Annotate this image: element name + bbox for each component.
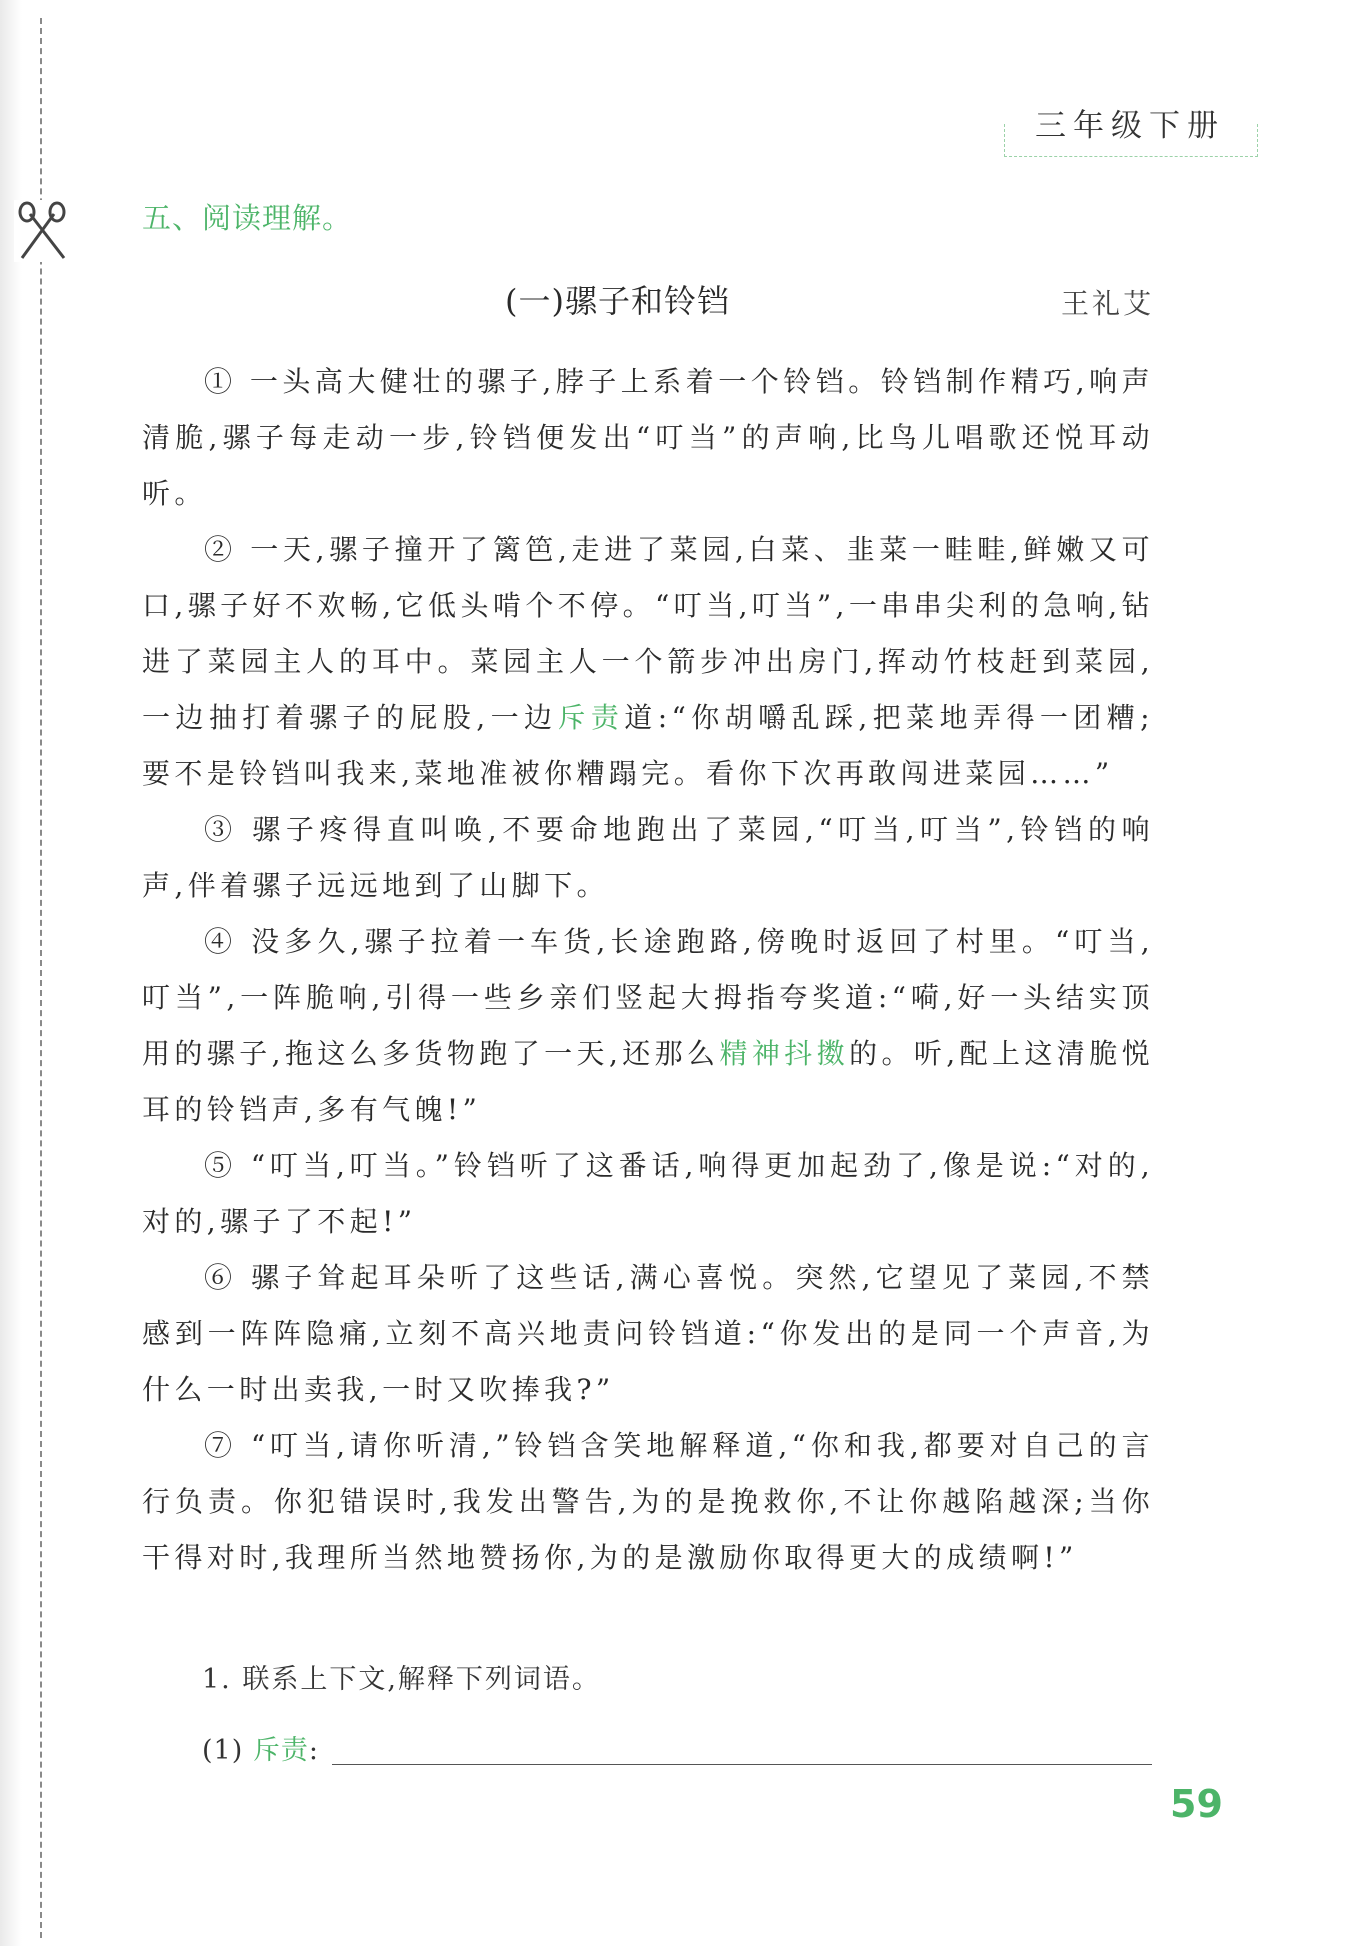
article-title: (一)骡子和铃铛 — [505, 282, 730, 320]
answer-line[interactable] — [332, 1764, 1152, 1765]
paragraph-text: ① 一头高大健壮的骡子,脖子上系着一个铃铛。铃铛制作精巧,响声清脆,骡子每走动一步,铃铛便发出“叮当”的声响,比鸟儿唱歌还悦耳动听。 — [142, 365, 1154, 510]
article-paragraph-3 — [142, 802, 1154, 914]
question-1-1 — [202, 1728, 319, 1767]
question-1-1-colon: : — [308, 1735, 319, 1766]
paragraph-text: ③ 骡子疼得直叫唤,不要命地跑出了菜园,“叮当,叮当”,铃铛的响声,伴着骡子远远地到了山脚下。 — [142, 813, 1154, 902]
paragraph-text: ⑥ 骡子耸起耳朵听了这些话,满心喜悦。突然,它望见了菜园,不禁感到一阵阵隐痛,立刻不高兴地责问铃铛道:“你发出的是同一个声音,为什么一时出卖我,一时又吹捧我?” — [142, 1261, 1154, 1406]
cut-line — [40, 18, 42, 1938]
article-paragraph-5 — [142, 1138, 1154, 1250]
paragraph-text: 道:“你胡嚼乱踩,把菜地弄得一团糟;要不是铃铛叫我来,菜地准被你糟蹋完。看你下次再敢闯进菜园……” — [142, 701, 1154, 790]
article-body — [142, 354, 1154, 1586]
question-1-1-number: (1) — [202, 1735, 244, 1766]
paragraph-text: ② 一天,骡子撞开了篱笆,走进了菜园,白菜、韭菜一畦畦,鲜嫩又可口,骡子好不欢畅,它低头啃个不停。“叮当,叮当”,一串串尖利的急响,钻进了菜园主人的耳中。菜园主人一个箭步冲出房门,挥动竹枝赶到菜园,一边抽打着骡子的屁股,一边 — [142, 533, 1154, 734]
article-paragraph-2 — [142, 522, 1154, 802]
page-number: 59 — [1170, 1782, 1223, 1826]
article-paragraph-4 — [142, 914, 1154, 1138]
scissors-icon — [14, 200, 70, 262]
page-edge-shadow — [0, 0, 22, 1946]
paragraph-text: 的。听,配上这清脆悦耳的铃铛声,多有气魄!” — [142, 1037, 1155, 1126]
highlighted-term: 斥责 — [557, 701, 625, 734]
article-paragraph-7 — [142, 1418, 1154, 1586]
question-1-1-word: 斥责 — [252, 1735, 309, 1766]
section-heading: 五、阅读理解。 — [142, 201, 353, 235]
article-author: 王礼艾 — [1060, 287, 1154, 320]
grade-label-frame — [1004, 124, 1258, 157]
question-1: 1. 联系上下文,解释下列词语。 — [202, 1664, 601, 1695]
paragraph-text: ⑤ “叮当,叮当。”铃铛听了这番话,响得更加起劲了,像是说:“对的,对的,骡子了不起!” — [142, 1149, 1154, 1238]
paragraph-text: ⑦ “叮当,请你听清,”铃铛含笑地解释道,“你和我,都要对自己的言行负责。你犯错误时,我发出警告,为的是挽救你,不让你越陷越深;当你干得对时,我理所当然地赞扬你,为的是激励你取得更大的成绩啊!” — [142, 1429, 1154, 1574]
article-paragraph-1 — [142, 354, 1154, 522]
article-paragraph-6 — [142, 1250, 1154, 1418]
grade-label: 三年级下册 — [1035, 108, 1225, 144]
highlighted-term: 精神抖擞 — [719, 1037, 850, 1070]
paragraph-text: ④ 没多久,骡子拉着一车货,长途跑路,傍晚时返回了村里。“叮当,叮当”,一阵脆响,引得一些乡亲们竖起大拇指夸奖道:“嗬,好一头结实顶用的骡子,拖这么多货物跑了一天,还那么 — [142, 925, 1154, 1070]
